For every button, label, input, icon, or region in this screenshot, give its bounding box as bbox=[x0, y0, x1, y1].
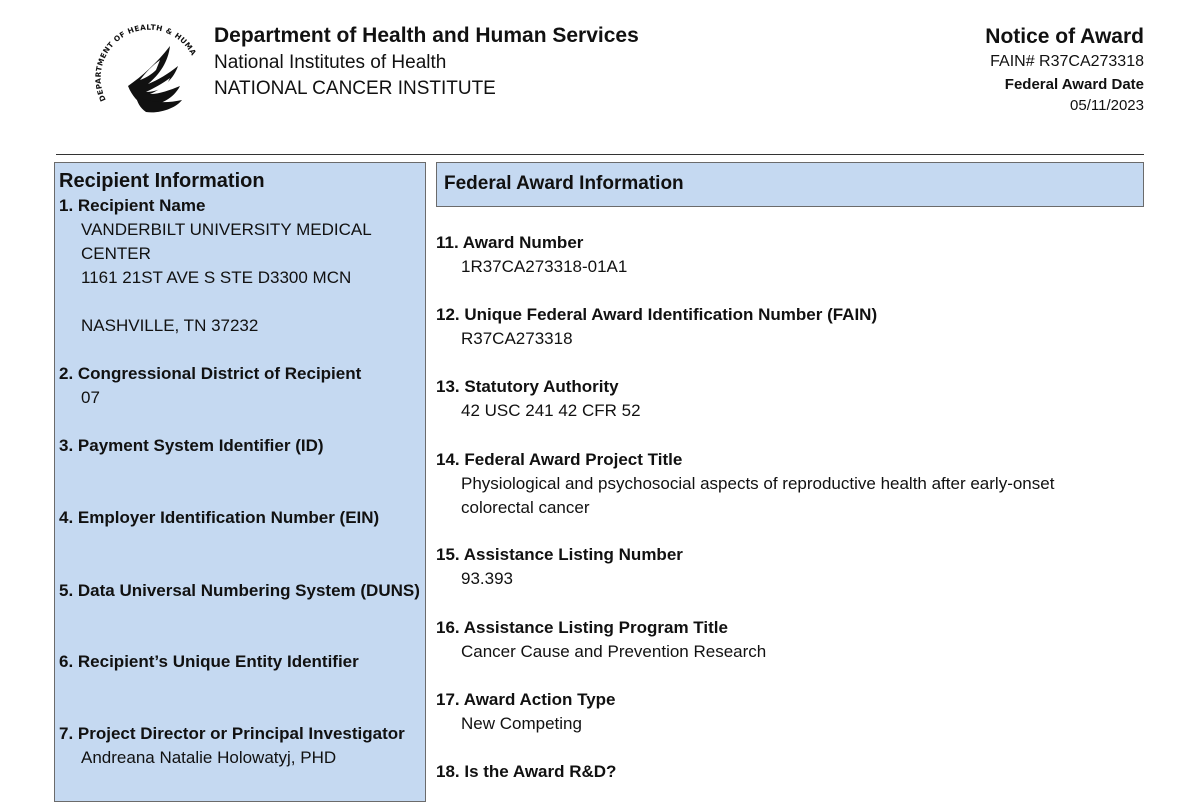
award-action-type-field bbox=[436, 688, 1144, 736]
department-name: Department of Health and Human Services bbox=[214, 24, 639, 47]
institute-name: NATIONAL CANCER INSTITUTE bbox=[214, 78, 496, 99]
field-label: 14. Federal Award Project Title bbox=[436, 450, 683, 469]
field-value: 07 bbox=[81, 388, 100, 407]
statutory-authority-field bbox=[436, 375, 1144, 423]
recipient-information-panel bbox=[54, 162, 426, 802]
unique-entity-id-field bbox=[59, 650, 425, 674]
field-label: 13. Statutory Authority bbox=[436, 377, 619, 396]
field-value: 42 USC 241 42 CFR 52 bbox=[461, 401, 641, 420]
recipient-address: 1161 21ST AVE S STE D3300 MCN bbox=[81, 268, 352, 287]
duns-field bbox=[59, 579, 425, 603]
field-label: 1. Recipient Name bbox=[59, 196, 206, 215]
agency-header bbox=[214, 22, 639, 102]
ein-field bbox=[59, 506, 425, 530]
field-value: 1R37CA273318-01A1 bbox=[461, 257, 628, 276]
field-label: 7. Project Director or Principal Investigator bbox=[59, 724, 405, 743]
recipient-name-line2: CENTER bbox=[81, 244, 151, 263]
field-label: 16. Assistance Listing Program Title bbox=[436, 618, 728, 637]
seal-text: DEPARTMENT OF HEALTH & HUMA bbox=[93, 22, 199, 103]
hhs-eagle-icon bbox=[90, 16, 208, 134]
field-label: 2. Congressional District of Recipient bbox=[59, 364, 362, 383]
program-title-field bbox=[436, 616, 1144, 664]
recipient-panel-title: Recipient Information bbox=[59, 170, 265, 192]
field-label: 15. Assistance Listing Number bbox=[436, 545, 683, 564]
notice-title: Notice of Award bbox=[985, 25, 1144, 48]
project-title-field bbox=[436, 448, 1144, 520]
notice-block bbox=[985, 24, 1144, 116]
field-value: 93.393 bbox=[461, 569, 513, 588]
field-label: 17. Award Action Type bbox=[436, 690, 616, 709]
field-label: 4. Employer Identification Number (EIN) bbox=[59, 508, 380, 527]
field-label: 5. Data Universal Numbering System (DUNS) bbox=[59, 581, 420, 600]
recipient-name-field bbox=[59, 194, 425, 338]
field-label: 12. Unique Federal Award Identification Number (FAIN) bbox=[436, 305, 878, 324]
hhs-seal-logo bbox=[90, 16, 208, 134]
award-number-field bbox=[436, 231, 1144, 279]
field-label: 11. Award Number bbox=[436, 233, 584, 252]
field-value: Andreana Natalie Holowatyj, PHD bbox=[81, 748, 337, 767]
award-rnd-field bbox=[436, 760, 1144, 784]
field-label: 3. Payment System Identifier (ID) bbox=[59, 436, 324, 455]
principal-investigator-field bbox=[59, 722, 425, 770]
assistance-listing-number-field bbox=[436, 543, 1144, 591]
field-value: R37CA273318 bbox=[461, 329, 573, 348]
payment-system-id-field bbox=[59, 434, 425, 458]
project-title-line1: Physiological and psychosocial aspects of reproductive health after early-onset bbox=[461, 474, 1055, 493]
recipient-city: NASHVILLE, TN 37232 bbox=[81, 316, 259, 335]
header-divider bbox=[56, 154, 1144, 155]
field-label: 18. Is the Award R&D? bbox=[436, 762, 617, 781]
project-title-line2: colorectal cancer bbox=[461, 498, 590, 517]
fain-field bbox=[436, 303, 1144, 351]
field-value: Cancer Cause and Prevention Research bbox=[461, 642, 767, 661]
recipient-name-line1: VANDERBILT UNIVERSITY MEDICAL bbox=[81, 220, 372, 239]
federal-award-information-header: Federal Award Information bbox=[436, 162, 1144, 207]
award-date: 05/11/2023 bbox=[1070, 97, 1144, 114]
agency-name: National Institutes of Health bbox=[214, 52, 447, 73]
congressional-district-field bbox=[59, 362, 425, 410]
fain-number: FAIN# R37CA273318 bbox=[990, 53, 1144, 70]
field-value: New Competing bbox=[461, 714, 582, 733]
award-date-label: Federal Award Date bbox=[1004, 76, 1144, 93]
field-label: 6. Recipient’s Unique Entity Identifier bbox=[59, 652, 359, 671]
